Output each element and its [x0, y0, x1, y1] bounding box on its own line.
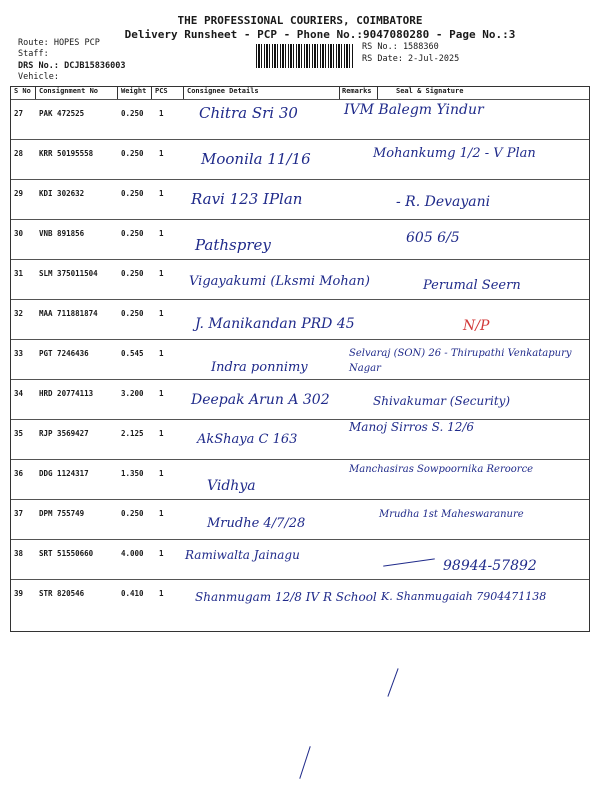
pcs-cell: 1: [159, 509, 164, 518]
signature-handwriting: IVM Balegm Yindur: [344, 102, 484, 118]
table-row: [11, 180, 589, 219]
signature-handwriting: Shivakumar (Security): [373, 394, 511, 408]
barcode: [256, 44, 354, 68]
sno-cell: 29: [14, 189, 24, 198]
weight-cell: 0.250: [121, 109, 144, 118]
signature-handwriting: Manoj Sirros S. 12/6: [349, 420, 475, 434]
signature-handwriting: - R. Devayani: [396, 194, 491, 210]
signature-handwriting: 98944-57892: [443, 558, 537, 574]
runsheet-subtitle: Delivery Runsheet - PCP - Phone No.:9047080280 - Page No.:3: [124, 28, 516, 41]
sno-cell: 39: [14, 589, 24, 598]
table-row: [11, 340, 589, 379]
weight-cell: 2.125: [121, 429, 144, 438]
consignment-cell: MAA 711881874: [39, 309, 98, 318]
col-header-signature: Seal & Signature: [396, 87, 464, 95]
consignment-cell: KDI 302632: [39, 189, 85, 198]
runsheet-title: THE PROFESSIONAL COURIERS, COIMBATORE: [177, 14, 423, 27]
header-divider: [377, 87, 378, 99]
sno-cell: 37: [14, 509, 24, 518]
pcs-cell: 1: [159, 149, 164, 158]
table-row: [11, 260, 589, 299]
consignment-cell: HRD 20774113: [39, 389, 94, 398]
header-divider: [35, 87, 36, 99]
signature-handwriting: N/P: [463, 318, 490, 334]
signature-handwriting: Manchasiras Sowpoornika Reroorce: [349, 464, 534, 475]
consignment-cell: DDG 1124317: [39, 469, 89, 478]
table-row: [11, 580, 589, 619]
weight-cell: 0.410: [121, 589, 144, 598]
weight-cell: 0.250: [121, 189, 144, 198]
pcs-cell: 1: [159, 589, 164, 598]
consignment-cell: RJP 3569427: [39, 429, 89, 438]
table-row: [11, 140, 589, 179]
consignee-handwriting: Vigayakumi (Lksmi Mohan): [189, 274, 370, 289]
sno-cell: 28: [14, 149, 24, 158]
weight-cell: 4.000: [121, 549, 144, 558]
col-header-consignment: Consignment No: [39, 87, 99, 95]
signature-scribble: [383, 558, 435, 566]
sno-cell: 38: [14, 549, 24, 558]
col-header-sno: S No: [14, 87, 31, 95]
col-header-remarks: Remarks: [342, 87, 372, 95]
col-header-pcs: PCS: [155, 87, 168, 95]
weight-cell: 3.200: [121, 389, 144, 398]
consignee-handwriting: Mrudhe 4/7/28: [207, 516, 306, 531]
table-row: [11, 380, 589, 419]
header-divider: [339, 87, 340, 99]
sno-cell: 32: [14, 309, 24, 318]
drs-number: [18, 61, 126, 71]
weight-cell: 0.250: [121, 229, 144, 238]
header-divider: [183, 87, 184, 99]
pcs-cell: 1: [159, 389, 164, 398]
header-divider: [151, 87, 152, 99]
table-row: [11, 220, 589, 259]
sno-cell: 30: [14, 229, 24, 238]
sno-cell: 35: [14, 429, 24, 438]
staff-label: Staff:: [18, 49, 49, 59]
route-label: Route: HOPES PCP: [18, 38, 100, 48]
weight-cell: 0.545: [121, 349, 144, 358]
consignment-cell: KRR 50195558: [39, 149, 94, 158]
col-header-consignee: Consignee Details: [187, 87, 259, 95]
consignment-cell: PGT 7246436: [39, 349, 89, 358]
table-row: [11, 420, 589, 459]
consignee-handwriting: Deepak Arun A 302: [191, 392, 330, 408]
consignment-cell: SLM 375011504: [39, 269, 98, 278]
consignee-handwriting: Ravi 123 IPlan: [191, 190, 303, 208]
consignee-handwriting: Pathsprey: [195, 236, 271, 254]
vehicle-label: Vehicle:: [18, 72, 59, 82]
pcs-cell: 1: [159, 189, 164, 198]
weight-cell: 0.250: [121, 509, 144, 518]
signature-handwriting: Mrudha 1st Maheswaranure: [379, 509, 524, 520]
signature-handwriting: 605 6/5: [406, 230, 460, 246]
pcs-cell: 1: [159, 549, 164, 558]
consignment-cell: PAK 472525: [39, 109, 85, 118]
consignee-handwriting: Chitra Sri 30: [199, 104, 298, 122]
runsheet-table: [10, 86, 590, 632]
table-row: [11, 460, 589, 499]
consignee-handwriting: Ramiwalta Jainagu: [185, 548, 300, 562]
pcs-cell: 1: [159, 109, 164, 118]
weight-cell: 0.250: [121, 309, 144, 318]
consignee-handwriting: Shanmugam 12/8 IV R School: [195, 590, 377, 604]
consignee-handwriting: Vidhya: [207, 478, 256, 494]
sno-cell: 36: [14, 469, 24, 478]
sno-cell: 34: [14, 389, 24, 398]
consignment-cell: STR 820546: [39, 589, 85, 598]
consignee-handwriting: Indra ponnimy: [211, 360, 308, 375]
signature-handwriting: Perumal Seern: [423, 278, 521, 293]
pcs-cell: 1: [159, 469, 164, 478]
pcs-cell: 1: [159, 349, 164, 358]
table-row: [11, 100, 589, 139]
consignment-cell: DPM 755749: [39, 509, 85, 518]
consignment-cell: SRT 51550660: [39, 549, 94, 558]
consignee-handwriting: Moonila 11/16: [201, 150, 311, 168]
pcs-cell: 1: [159, 309, 164, 318]
header-divider: [117, 87, 118, 99]
pcs-cell: 1: [159, 429, 164, 438]
table-row: [11, 540, 589, 579]
signature-handwriting: Selvaraj (SON) 26 - Thirupathi Venkatapury Nagar: [349, 348, 572, 374]
weight-cell: 0.250: [121, 269, 144, 278]
rs-date: RS Date: 2-Jul-2025: [362, 54, 460, 64]
drs-value: DCJB15836003: [64, 61, 126, 71]
drs-label: DRS No.:: [18, 61, 59, 71]
pen-mark: [387, 668, 398, 697]
consignment-cell: VNB 891856: [39, 229, 85, 238]
signature-handwriting: Mohankumg 1/2 - V Plan: [373, 146, 536, 161]
rs-number: RS No.: 1588360: [362, 42, 439, 52]
signature-handwriting: K. Shanmugaiah 7904471138: [381, 590, 547, 603]
weight-cell: 0.250: [121, 149, 144, 158]
sno-cell: 31: [14, 269, 24, 278]
sno-cell: 27: [14, 109, 24, 118]
table-row: [11, 300, 589, 339]
table-row: [11, 500, 589, 539]
consignee-handwriting: AkShaya C 163: [197, 432, 298, 447]
pcs-cell: 1: [159, 229, 164, 238]
sno-cell: 33: [14, 349, 24, 358]
col-header-weight: Weight: [121, 87, 147, 95]
pen-mark: [299, 746, 310, 779]
pcs-cell: 1: [159, 269, 164, 278]
weight-cell: 1.350: [121, 469, 144, 478]
consignee-handwriting: J. Manikandan PRD 45: [195, 316, 355, 332]
